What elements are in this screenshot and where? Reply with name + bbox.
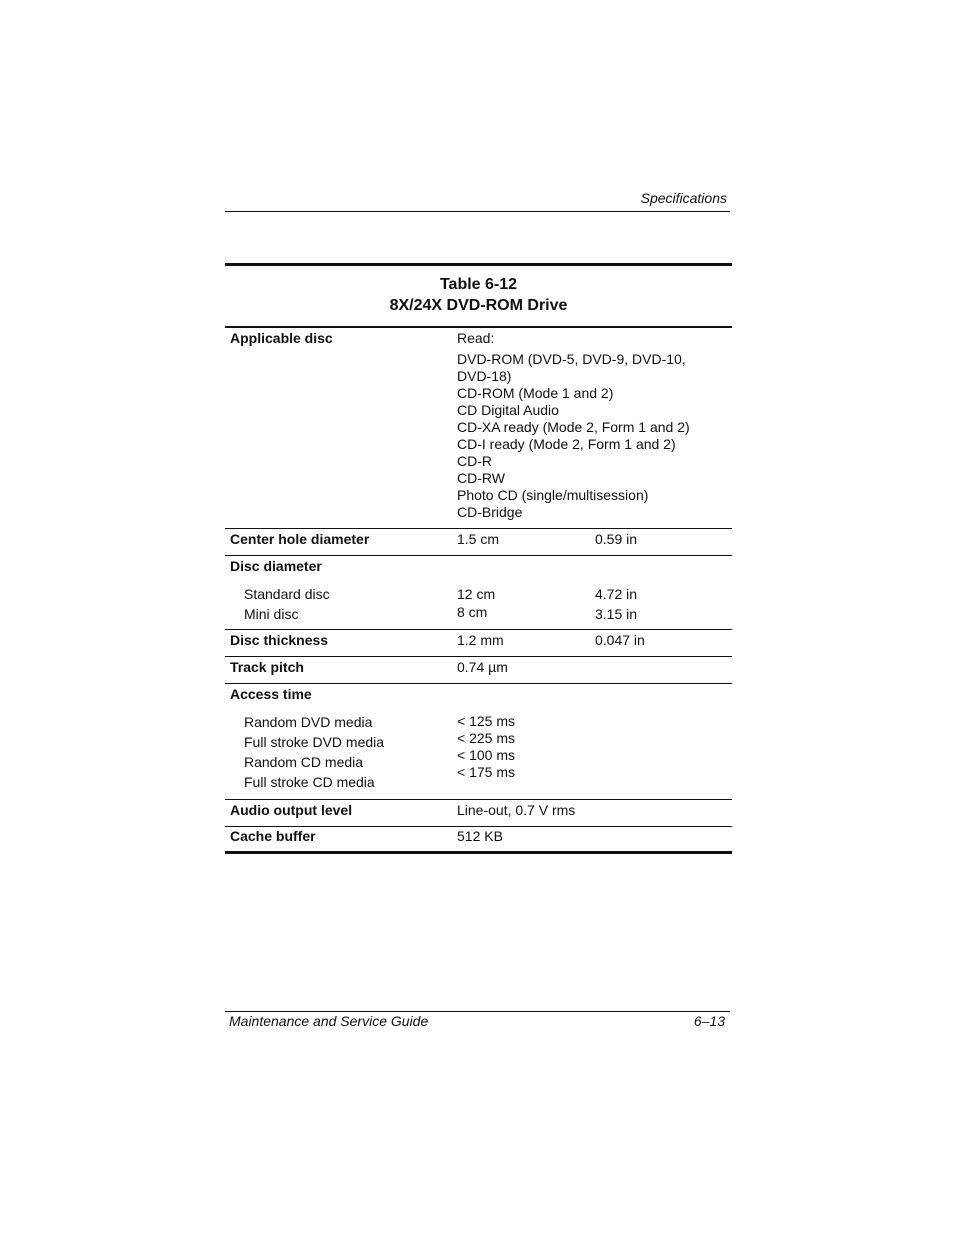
row-audio-output [225, 799, 732, 826]
label-audio-output: Audio output level [230, 802, 353, 818]
row-applicable-disc [225, 328, 732, 528]
footer-rule [225, 1011, 730, 1012]
table-title: 8X/24X DVD-ROM Drive [389, 297, 568, 314]
row-cache-buffer [225, 826, 732, 851]
disc-type-item: CD-R [457, 453, 492, 469]
spec-table [225, 263, 732, 854]
cache-buffer-value: 512 KB [457, 828, 503, 844]
disc-type-item: CD Digital Audio [457, 402, 559, 418]
disc-type-item: CD-RW [457, 470, 505, 486]
random-dvd-value: < 125 ms [457, 713, 515, 729]
row-access-time [225, 683, 732, 799]
table-caption [225, 266, 732, 328]
label-disc-diameter: Disc diameter [230, 558, 322, 574]
read-label: Read: [457, 330, 495, 346]
random-cd-value: < 100 ms [457, 747, 515, 763]
disc-type-item: DVD-18) [457, 368, 512, 384]
full-stroke-dvd-value: < 225 ms [457, 730, 515, 746]
disc-thickness-imperial: 0.047 in [595, 632, 645, 648]
label-center-hole: Center hole diameter [230, 531, 370, 547]
label-track-pitch: Track pitch [230, 659, 304, 675]
disc-type-item: DVD-ROM (DVD-5, DVD-9, DVD-10, [457, 351, 686, 367]
label-applicable-disc: Applicable disc [230, 330, 333, 346]
disc-thickness-metric: 1.2 mm [457, 632, 504, 648]
row-disc-thickness [225, 629, 732, 656]
label-disc-thickness: Disc thickness [230, 632, 329, 648]
mini-disc-imperial: 3.15 in [595, 606, 638, 622]
footer-guide-title: Maintenance and Service Guide [229, 1013, 429, 1029]
row-disc-diameter [225, 555, 732, 629]
table-number: Table 6-12 [439, 276, 518, 293]
row-center-hole [225, 528, 732, 555]
label-standard-disc: Standard disc [244, 586, 330, 602]
full-stroke-cd-value: < 175 ms [457, 764, 515, 780]
track-pitch-value: 0.74 µm [457, 659, 508, 675]
standard-disc-imperial: 4.72 in [595, 586, 638, 602]
label-cache-buffer: Cache buffer [230, 828, 316, 844]
mini-disc-metric: 8 cm [457, 604, 488, 620]
label-full-stroke-cd: Full stroke CD media [244, 774, 375, 790]
disc-type-item: CD-I ready (Mode 2, Form 1 and 2) [457, 436, 676, 452]
label-full-stroke-dvd: Full stroke DVD media [244, 734, 385, 750]
center-hole-metric: 1.5 cm [457, 531, 500, 547]
standard-disc-metric: 12 cm [457, 586, 496, 602]
audio-output-value: Line-out, 0.7 V rms [457, 802, 576, 818]
running-head: Specifications [640, 190, 727, 206]
header-rule [225, 211, 730, 212]
row-track-pitch [225, 656, 732, 683]
center-hole-imperial: 0.59 in [595, 531, 638, 547]
label-random-cd: Random CD media [244, 754, 364, 770]
footer-page-number: 6–13 [693, 1013, 725, 1029]
label-random-dvd: Random DVD media [244, 714, 373, 730]
label-mini-disc: Mini disc [244, 606, 299, 622]
label-access-time: Access time [230, 686, 312, 702]
disc-type-item: CD-ROM (Mode 1 and 2) [457, 385, 614, 401]
disc-type-item: CD-XA ready (Mode 2, Form 1 and 2) [457, 419, 690, 435]
disc-type-item: Photo CD (single/multisession) [457, 487, 649, 503]
disc-type-item: CD-Bridge [457, 504, 523, 520]
